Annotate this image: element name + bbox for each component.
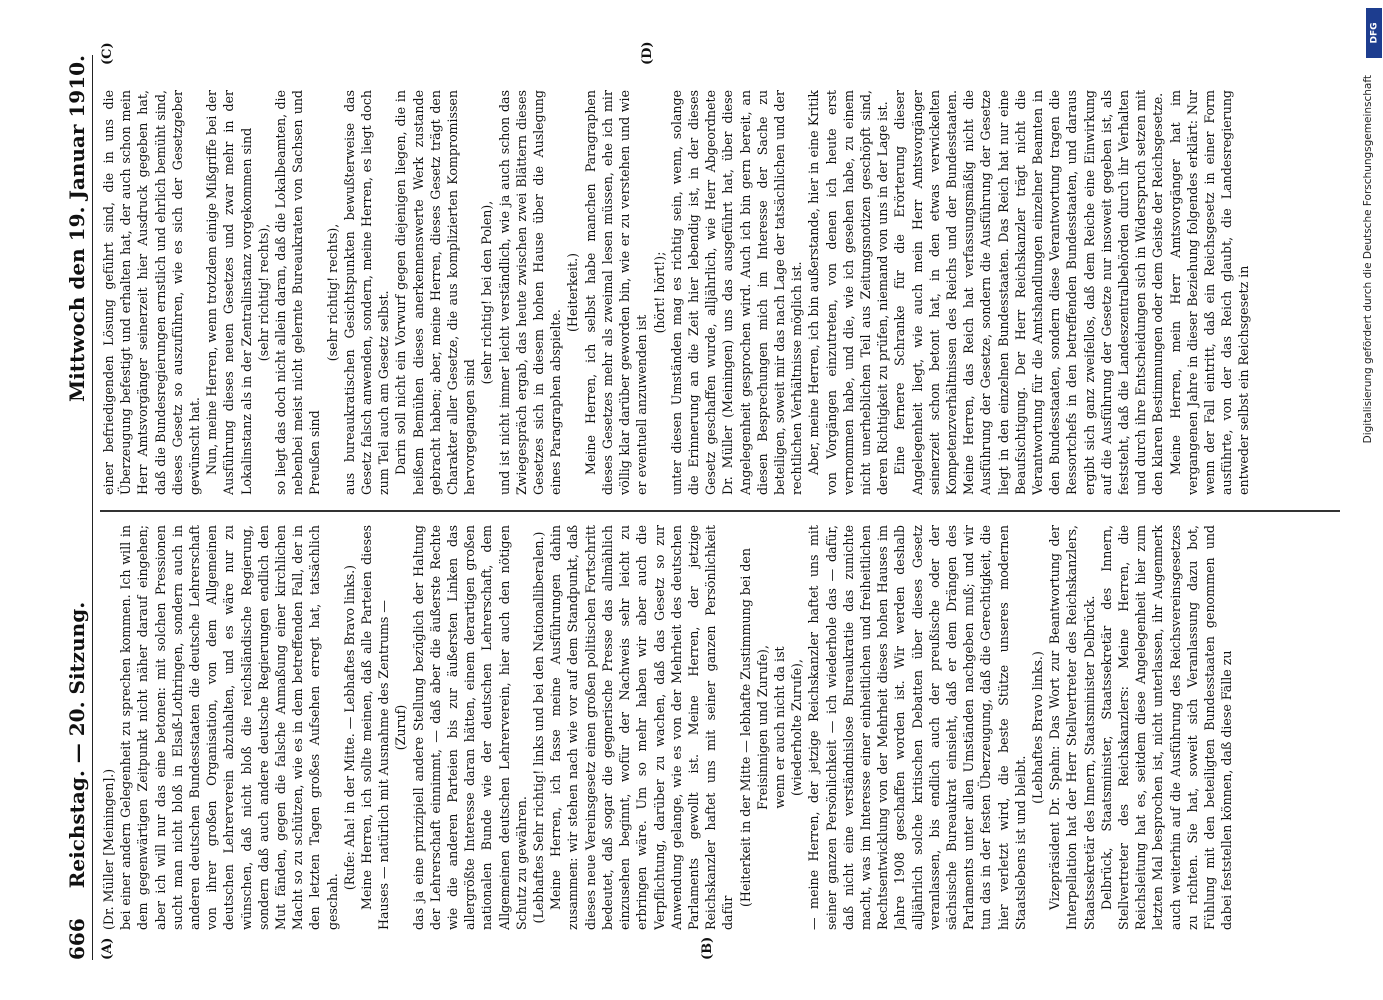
digitization-credit [1352, 0, 1383, 1000]
margin-mark-c: (C) [100, 42, 115, 65]
paragraph: Meine Herren, ich sollte meinen, daß alle Parteien dieses Hauses — natürlich mit Ausnahme des Zentrums — [359, 525, 392, 930]
paragraph: Aber, meine Herren, ich bin außerstande, hier in eine Kritik von Vorgängen einzutreten, von denen ich heute erst vernommen habe, und die, wie ich gesehen habe, zu einem nicht unerheblichen Teil aus Zeitungsnotizen geschöpft sind, deren Richtigkeit zu prüfen, niemand von uns in der Lage ist. [806, 90, 891, 495]
paragraph: Eine fernere Schranke für die Erörterung dieser Angelegenheit liegt, wie auch mein Herr Amtsvorgänger seinerzeit schon betont hat, in den etwas verwickelten Kompetenzverhältnissen des Reichs und der Bundesstaaten. Meine Herren, das Reich hat verfassungsmäßig nicht die Ausführung der Gesetze, sondern die Ausführung der Gesetze liegt in den einzelnen Bundesstaaten. Das Reich hat nur eine Beaufsichtigung. Der Herr Reichskanzler trägt nicht die Verantwortung für die Amtshandlungen einzelner Beamten in den Bundesstaaten, sondern diese Verantwortung tragen die Ressortchefs in den betreffenden Bundesstaaten, und daraus ergibt sich ganz zweifellos, daß dem Reiche eine Einwirkung auf die Ausführung der Gesetze nur insoweit gegeben ist, als feststeht, daß die Landeszentralbehörden durch ihr Verhalten und durch ihre Entscheidungen sich in Widerspruch setzen mit den klaren Bestimmungen oder dem Geiste der Reichsgesetze. [892, 90, 1166, 495]
credit-text: Digitalisierung gefördert durch die Deutsche Forschungsgemeinschaft [1361, 75, 1374, 444]
dfg-logo [1366, 8, 1382, 58]
dfg-logo-text: DFG [1369, 22, 1380, 44]
interjection: (sehr richtig! rechts), [255, 223, 271, 362]
interjection: (sehr richtig! bei den Polen), [479, 200, 495, 385]
interjection: (Lebhaftes Bravo links.) [1029, 651, 1045, 804]
paragraph: das ja eine prinzipiell andere Stellung bezüglich der Haltung der Lehrerschaft einnimmt, — daß aber die äußerste Rechte wie die anderen Parteien bis zur äußersten Linken das allergrößte Interesse daran hätten, einem derartigen großen nationalen Bunde wie der deutschen Lehrerschaft, dem Allgemeinen deutschen Lehrerverein, hier auch den nötigen Schutz zu gewähren. [410, 525, 529, 930]
paragraph: Meine Herren, mein Herr Amtsvorgänger hat im vergangenen Jahre in dieser Beziehung folgendes erklärt: Nur wenn der Fall eintritt, daß ein Reichsgesetz in einer Form ausführte, von der das Reich glaubt, die Landesregierung entweder selbst ein Reichsgesetz in [1167, 90, 1252, 495]
interjection: (wiederholte Zurufe), [789, 659, 805, 796]
paragraph: bei einer andern Gelegenheit zu sprechen kommen. Ich will in dem gegenwärtigen Zeitpunkt nicht näher darauf eingehen; aber ich will nur das eine betonen: mit solchen Pressionen sucht man nicht bloß in Elsaß-Lothringen, sondern auch in anderen deutschen Bundesstaaten die deutsche Lehrerschaft von ihrer großen Organisation, von dem Allgemeinen deutschen Lehrerverein abzuhalten, und es wäre nur zu wünschen, daß nicht bloß die reichsländische Regierung, sondern daß auch andere deutsche Regierungen endlich den Mut fänden, gegen die falsche Anmaßung einer kirchlichen Macht so zu schützen, wie es in dem betreffenden Fall, der in den letzten Tagen großes Aufsehen erregt hat, tatsächlich geschah. [118, 525, 340, 930]
interjection: (hört! hört!); [651, 251, 667, 334]
speaker-attribution: (Dr. Müller [Meiningen].) [101, 768, 116, 930]
margin-mark-a: (A) [100, 937, 115, 960]
interjection: (Heiterkeit.) [565, 253, 581, 332]
paragraph: so liegt das doch nicht allein daran, daß die Lokalbeamten, die nebenbei meist nicht gelernte Bureaukraten von Sachsen und Preußen sind [273, 90, 323, 495]
header-title: Reichstag. — 20. Sitzung. [65, 601, 89, 889]
paragraph: unter diesen Umständen mag es richtig sein, wenn, solange die Erinnerung an die Zeit hier lebendig ist, in der dieses Gesetz geschaffen wurde, alljährlich, wie Herr Abgeordnete Dr. Müller (Meiningen) uns das ausgeführt hat, über diese Angelegenheit gesprochen wird. Auch ich bin gern bereit, an diesen Besprechungen mich im Interesse der Sache zu beteiligen, soweit mir das nach Lage der tatsächlichen und der rechtlichen Verhältnisse möglich ist. [668, 90, 805, 495]
interjection: (Lebhaftes Sehr richtig! links und bei den Nationalliberalen.) [531, 531, 547, 924]
speaker-paragraph: Vizepräsident Dr. Spahn: Das Wort zur Beantwortung der Interpellation hat der Herr Stellvertreter des Reichskanzlers, Staatssekretär des Innern, Staatsminister Delbrück. [1047, 525, 1097, 930]
paragraph: — meine Herren, der jetzige Reichskanzler haftet uns mit seiner ganzen Persönlichkeit — ich wiederhole das — dafür, daß nicht eine verständnislose Bureaukratie das zunichte macht, was im Interesse einer einheitlichen und freiheitlichen Rechtsentwicklung von der Mehrheit dieses hohen Hauses im Jahre 1908 geschaffen worden ist. Wir werden deshalb alljährlich solche kritischen Debatten über dieses Gesetz veranlassen, bis endlich auch der preußische oder der sächsische Bureaukrat einsieht, daß er dem Drängen des Parlaments unter allen Umständen nachgeben muß; und wir tun das in der festen Überzeugung, daß die Gerechtigkeit, die hier verletzt wird, die beste Stütze unseres modernen Staatslebens ist und bleibt. [806, 525, 1028, 930]
header-date: Mittwoch den 19. Januar 1910. [65, 55, 89, 403]
text-column-left [100, 525, 1340, 930]
paragraph: Nun, meine Herren, wenn trotzdem einige Mißgriffe bei der Ausführung dieses neuen Gesetzes und zwar mehr in der Lokalinstanz als in der Zentralinstanz vorgekommen sind [204, 90, 254, 495]
interjection: (Rufe: Aha! in der Mitte. — Lebhaftes Bravo links.) [341, 564, 357, 891]
paragraph: wenn er auch nicht da ist [771, 646, 787, 809]
paragraph: Darin soll nicht ein Vorwurf gegen diejenigen liegen, die in heißem Bemühen dieses anerkennenswerte Werk zustande gebracht haben; aber, meine Herren, dieses Gesetz trägt den Charakter aller Gesetze, die aus komplizierten Kompromissen hervorgegangen sind [393, 90, 478, 495]
page-header [62, 55, 93, 960]
paragraph: Meine Herren, ich selbst habe manchen Paragraphen dieses Gesetzes mehr als zweimal lesen müssen, ehe ich mir völlig klar darüber geworden bin, wie er zu verstehen und wie er eventuell anzuwenden ist [582, 90, 650, 495]
paragraph: einer befriedigenden Lösung geführt sind, die in uns die Überzeugung befestigt und erhalten hat, der auch schon mein Herr Amtsvorgänger seinerzeit hier Ausdruck gegeben hat, daß die Bundesregierungen ernstlich und ehrlich bemüht sind, dieses Gesetz so auszuführen, wie es sich der Gesetzgeber gewünscht hat. [101, 90, 203, 495]
paragraph: aus bureaukratischen Gesichtspunkten bewußterweise das Gesetz falsch anwenden, sondern, meine Herren, es liegt doch zum Teil auch am Gesetz selbst. [341, 90, 392, 495]
interjection: (Zuruf) [393, 704, 409, 751]
margin-mark-d: (D) [640, 41, 655, 65]
page-number: 666 [65, 918, 89, 960]
column-divider [100, 511, 1340, 513]
interjection: (sehr richtig! rechts), [324, 223, 340, 362]
paragraph: Meine Herren, ich fasse meine Ausführungen dahin zusammen: wir stehen nach wie vor auf dem Standpunkt, daß dieses neue Vereinsgesetz einen großen politischen Fortschritt bedeutet, daß sogar die gegnerische Presse das allmählich einzusehen beginnt, wofür der Nachweis sehr leicht zu erbringen wäre. Um so mehr haben wir aber auch die Verpflichtung, darüber zu wachen, daß das Gesetz so zur Anwendung gelange, wie es von der Mehrheit des deutschen Parlaments gewollt ist. Meine Herren, der jetzige Reichskanzler haftet uns mit seiner ganzen Persönlichkeit dafür [548, 525, 736, 930]
speaker-paragraph: Delbrück, Staatsminister, Staatssekretär des Innern, Stellvertreter des Reichskanzlers: Meine Herren, die Reichsleitung hat es, seitdem diese Angelegenheit hier zum letzten Mal besprochen ist, nicht unterlassen, ihr Augenmerk auch weiterhin auf die Ausführung des Reichsvereinsgesetzes zu richten. Sie hat, soweit sich Veranlassung dazu bot, Fühlung mit den beteiligten Bundesstaaten genommen und dabei feststellen können, daß diese Fälle zu [1098, 525, 1235, 930]
text-column-right [100, 90, 1340, 495]
interjection: (Heiterkeit in der Mitte — lebhafte Zustimmung bei den Freisinnigen und Zurufe), [737, 548, 770, 907]
margin-mark-b: (B) [700, 936, 715, 960]
paragraph: und ist nicht immer leicht verständlich, wie ja auch schon das Zwiegespräch ergab, das heute zwischen zwei Blättern dieses Gesetzes sich in diesem hohen Hause über die Auslegung eines Paragraphen abspielte. [496, 90, 564, 495]
